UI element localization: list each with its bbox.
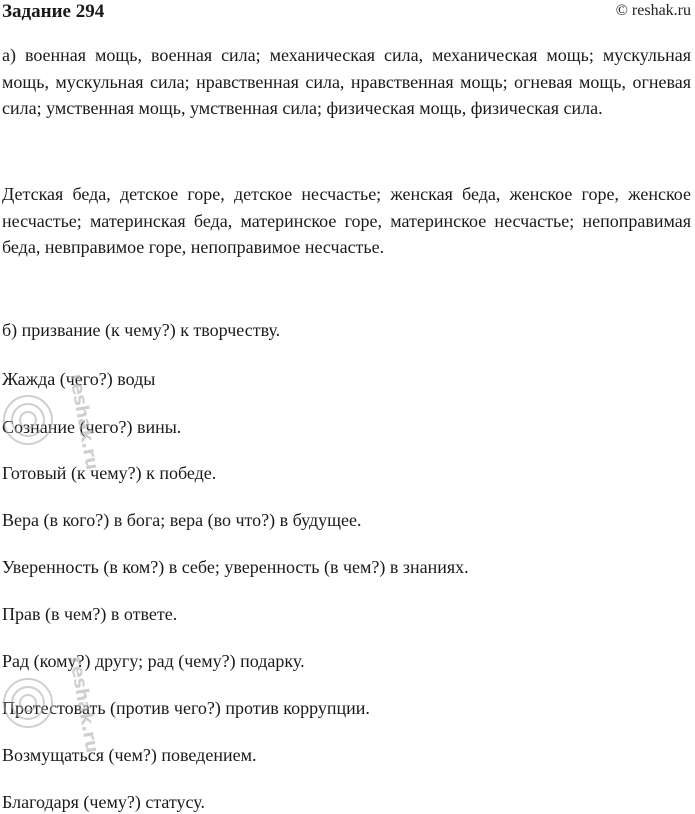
source-credit: © reshak.ru: [615, 2, 691, 19]
answer-line: Возмущаться (чем?) поведением.: [2, 745, 257, 765]
answer-line: б) призвание (к чему?) к творчеству.: [2, 320, 281, 340]
svg-text:reshak.ru: reshak.ru: [65, 655, 103, 755]
svg-text:reshak.ru: reshak.ru: [65, 372, 103, 472]
answer-line: Жажда (чего?) воды: [2, 369, 156, 389]
answer-line: Благодаря (чему?) статусу.: [2, 792, 206, 812]
answer-line: Уверенность (в ком?) в себе; уверенность (в чем?) в знаниях.: [2, 557, 469, 577]
paragraph-a: а) военная мощь, военная сила; механическая сила, механическая мощь; мускульная мощь, мускульная сила; нравственная сила, нравственная мощь; огневая мощь, огневая сила; умственная мощь, умственная сила; физическая мощь, физическая сила.: [2, 45, 691, 118]
answer-line: Прав (в чем?) в ответе.: [2, 604, 178, 624]
answer-line: Сознание (чего?) вины.: [2, 417, 182, 437]
answer-line: Вера (в кого?) в бога; вера (во что?) в будущее.: [2, 510, 362, 530]
task-title: Задание 294: [2, 1, 105, 22]
paragraph-grief: Детская беда, детское горе, детское несчастье; женская беда, женское горе, женское несчастье; материнская беда, материнское горе, материнское несчастье; непоправимая беда, невправимое горе, непоправимое несчастье.: [2, 184, 691, 257]
answer-line: Рад (кому?) другу; рад (чему?) подарку.: [2, 651, 305, 671]
answer-line: Готовый (к чему?) к победе.: [2, 463, 217, 483]
answer-line: Протестовать (против чего?) против коррупции.: [2, 698, 370, 718]
